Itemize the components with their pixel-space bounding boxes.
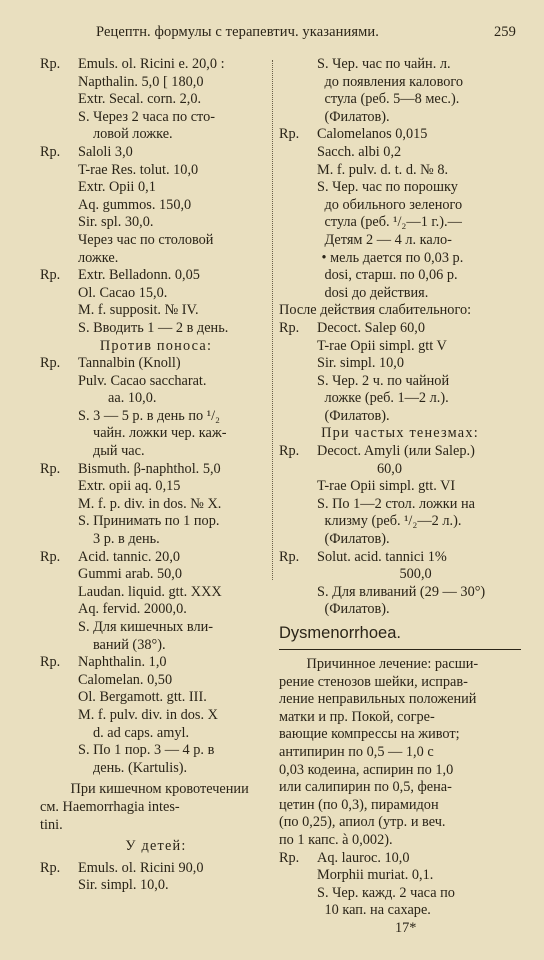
text-line — [40, 742, 272, 760]
text-line — [40, 817, 272, 835]
text-line — [40, 126, 272, 144]
text-line — [40, 74, 272, 92]
text-line — [40, 478, 272, 496]
line-text: Ol. Bergamott. gtt. III. — [78, 689, 207, 706]
text-line — [279, 338, 521, 356]
text-line — [40, 320, 272, 338]
line-text: Morphii muriat. 0,1. — [317, 867, 434, 884]
text-line — [279, 902, 521, 920]
section-heading — [279, 625, 521, 650]
line-text: 3 р. в день. — [93, 531, 160, 548]
subheading-text: Против поноса: — [99, 337, 213, 354]
line-text: S. Чер. кажд. 2 часа по — [317, 884, 455, 901]
text-line — [279, 779, 521, 797]
text-line — [279, 285, 521, 303]
line-text: Naphthalin. 1,0 — [78, 654, 167, 671]
line-text: S. Через 2 часа по сто- — [78, 108, 216, 125]
line-text: dosi до действия. — [324, 284, 429, 301]
text-line — [279, 373, 521, 391]
text-line — [279, 674, 521, 692]
text-line — [40, 584, 272, 602]
recipe-label: Rp. — [40, 267, 61, 284]
line-text: S. Чер. час по чайн. л. — [317, 56, 451, 72]
text-line — [279, 566, 521, 584]
line-text: чайн. ложки чер. каж- — [93, 425, 227, 442]
line-text: Tannalbin (Knoll) — [78, 355, 181, 372]
line-text: Sir. spl. 30,0. — [78, 214, 154, 231]
text-line — [279, 496, 521, 514]
text-line — [40, 144, 272, 162]
text-line — [40, 689, 272, 707]
text-line — [40, 355, 272, 373]
line-text: S. По 1 пор. 3 — 4 р. в — [78, 742, 215, 759]
text-line — [279, 691, 521, 709]
line-text: цетин (по 0,3), пирамидон — [279, 796, 439, 813]
text-line — [40, 443, 272, 461]
line-text: Через час по столовой — [78, 231, 214, 248]
line-text: Причинное лечение: расши- — [306, 656, 479, 672]
section-subheading — [40, 338, 272, 356]
text-line — [40, 725, 272, 743]
line-text: T-rae Opii simpl. gtt V — [317, 337, 447, 354]
text-line — [40, 197, 272, 215]
line-text: Extr. Belladonn. 0,05 — [78, 267, 200, 284]
line-text: 17* — [395, 919, 417, 936]
line-text: Emuls. ol. Ricini e. 20,0 : — [78, 56, 225, 72]
line-text: M. f. pulv. d. t. d. № 8. — [317, 161, 449, 178]
line-text: Extr. Secal. corn. 2,0. — [78, 91, 202, 108]
text-line — [279, 232, 521, 250]
line-text: 10 кап. на сахаре. — [324, 902, 431, 919]
line-text: tini. — [40, 816, 63, 833]
line-text: T-rae Res. tolut. 10,0 — [78, 161, 199, 178]
line-text: Aq. lauroc. 10,0 — [317, 849, 410, 866]
text-line — [40, 799, 272, 817]
recipe-label: Rp. — [279, 126, 300, 143]
text-line — [279, 601, 521, 619]
text-line — [40, 285, 272, 303]
line-text: S. По 1—2 стол. ложки на — [317, 495, 475, 512]
text-line — [40, 781, 272, 799]
text-line — [279, 461, 521, 479]
line-text: матки и пр. Покой, согре- — [279, 708, 435, 725]
text-line — [279, 744, 521, 762]
text-line — [279, 74, 521, 92]
text-line — [40, 56, 272, 74]
line-text: ловой ложке. — [93, 126, 173, 143]
line-text: M. f. pulv. div. in dos. X — [78, 706, 218, 723]
line-text: Saloli 3,0 — [78, 143, 133, 160]
page-number: 259 — [493, 24, 516, 40]
text-line — [279, 513, 521, 531]
line-text: Decoct. Salep 60,0 — [317, 319, 425, 336]
text-line — [279, 885, 521, 903]
line-text: Bismuth. β-naphthol. 5,0 — [78, 460, 221, 477]
text-line — [279, 302, 521, 320]
line-text: S. Чер. 2 ч. по чайной — [317, 372, 450, 389]
recipe-label: Rp. — [40, 355, 61, 372]
line-text: (по 0,25), апиол (утр. и веч. — [279, 814, 446, 831]
line-text: день. (Kartulis). — [93, 759, 188, 776]
line-text: • мель дается по 0,03 р. — [321, 249, 464, 266]
text-line — [40, 267, 272, 285]
line-text: Solut. acid. tannici 1% — [317, 548, 447, 565]
line-text: см. Haemorrhagia intes- — [40, 798, 180, 815]
text-line — [40, 496, 272, 514]
line-text: ление неправильных положений — [279, 691, 477, 708]
text-line — [279, 656, 521, 674]
text-line — [40, 672, 272, 690]
column-divider — [272, 60, 274, 580]
line-text: клизму (реб. ¹/₂—2 л.). — [324, 513, 462, 530]
line-text: Ol. Cacao 15,0. — [78, 284, 168, 301]
line-text: dosi, старш. по 0,06 р. — [324, 267, 458, 284]
section-subheading — [279, 425, 521, 443]
text-line — [40, 877, 272, 895]
line-text: 0,03 кодеина, аспирин по 1,0 — [279, 761, 454, 778]
line-text: 60,0 — [377, 460, 403, 477]
line-text: Napthalin. 5,0 [ 180,0 — [78, 73, 204, 90]
text-line — [40, 162, 272, 180]
line-text: Laudan. liquid. gtt. XXX — [78, 583, 222, 600]
line-text: Emuls. ol. Ricini 90,0 — [78, 859, 204, 876]
line-text: 500,0 — [399, 566, 432, 583]
text-line — [279, 867, 521, 885]
text-line — [40, 461, 272, 479]
text-line — [40, 302, 272, 320]
text-line — [279, 109, 521, 127]
text-line — [279, 814, 521, 832]
header-title: Рецептн. формулы с терапевтич. указаниями. — [96, 24, 379, 40]
text-line — [40, 214, 272, 232]
line-text: антипирин по 0,5 — 1,0 с — [279, 743, 434, 760]
line-text: ваний (38°). — [93, 636, 166, 653]
line-text: Extr. opii aq. 0,15 — [78, 478, 181, 495]
text-line — [40, 654, 272, 672]
text-line — [40, 531, 272, 549]
line-text: (Филатов). — [324, 407, 390, 424]
text-line — [279, 126, 521, 144]
line-text: или салипирин по 0,5, фена- — [279, 779, 452, 796]
text-line — [40, 250, 272, 268]
text-line — [279, 709, 521, 727]
line-text: После действия слабительного: — [279, 302, 472, 319]
line-text: Gummi arab. 50,0 — [78, 566, 183, 583]
text-line — [40, 549, 272, 567]
text-line — [279, 443, 521, 461]
left-column — [40, 56, 272, 895]
text-line — [279, 408, 521, 426]
line-text: (Филатов). — [324, 531, 390, 548]
line-text: (Филатов). — [324, 108, 390, 125]
text-line — [279, 197, 521, 215]
line-text: по 1 капс. à 0,002). — [279, 831, 393, 848]
text-line — [279, 797, 521, 815]
text-line — [279, 179, 521, 197]
text-line — [279, 162, 521, 180]
line-text: (Филатов). — [324, 601, 390, 618]
recipe-label: Rp. — [40, 143, 61, 160]
recipe-label: Rp. — [279, 443, 300, 460]
text-line — [40, 390, 272, 408]
text-line — [40, 232, 272, 250]
text-line — [279, 832, 521, 850]
line-text: Calomelan. 0,50 — [78, 671, 173, 688]
text-line — [40, 566, 272, 584]
text-line — [40, 760, 272, 778]
recipe-label: Rp. — [40, 56, 61, 72]
line-text: Sir. simpl. 10,0. — [78, 877, 169, 894]
line-text: Calomelanos 0,015 — [317, 126, 428, 143]
line-text: S. Для вливаний (29 — 30°) — [317, 583, 486, 600]
line-text: ложке. — [78, 249, 119, 266]
text-line — [279, 355, 521, 373]
text-line — [40, 109, 272, 127]
section-heading-text: Dysmenorrhoea. — [279, 624, 401, 642]
line-text: Aq. gummos. 150,0 — [78, 196, 192, 213]
line-text: M. f. p. div. in dos. № X. — [78, 495, 222, 512]
text-line — [40, 425, 272, 443]
line-text: S. 3 — 5 р. в день по ¹/₂ — [78, 407, 221, 424]
line-text: Sir. simpl. 10,0 — [317, 355, 404, 372]
text-line — [279, 214, 521, 232]
recipe-label: Rp. — [40, 859, 61, 876]
text-line — [40, 91, 272, 109]
recipe-label: Rp. — [279, 548, 300, 565]
text-line — [279, 56, 521, 74]
line-text: ложке (реб. 1—2 л.). — [324, 390, 449, 407]
line-text: Decoct. Amyli (или Salep.) — [317, 443, 475, 460]
line-text: aa. 10,0. — [108, 390, 157, 407]
text-line — [40, 408, 272, 426]
line-text: M. f. supposit. № IV. — [78, 302, 199, 319]
text-line — [279, 91, 521, 109]
text-line — [279, 584, 521, 602]
text-line — [279, 531, 521, 549]
text-line — [40, 513, 272, 531]
recipe-label: Rp. — [279, 849, 300, 866]
line-text: При кишечном кровотечении — [70, 781, 249, 798]
text-line — [279, 850, 521, 868]
text-line — [279, 726, 521, 744]
text-line — [279, 267, 521, 285]
text-line — [279, 549, 521, 567]
line-text: S. Принимать по 1 пор. — [78, 513, 220, 530]
line-text: Pulv. Cacao saccharat. — [78, 372, 207, 389]
line-text: S. Вводить 1 — 2 в день. — [78, 319, 229, 336]
text-line — [279, 920, 521, 938]
text-line — [279, 320, 521, 338]
line-text: Aq. fervid. 2000,0. — [78, 601, 187, 618]
text-line — [40, 860, 272, 878]
line-text: вающие компрессы на живот; — [279, 726, 460, 743]
recipe-label: Rp. — [40, 460, 61, 477]
text-line — [40, 601, 272, 619]
recipe-label: Rp. — [40, 654, 61, 671]
text-line — [279, 478, 521, 496]
text-line — [279, 762, 521, 780]
line-text: рение стенозов шейки, исправ- — [279, 673, 468, 690]
line-text: дый час. — [93, 443, 145, 460]
recipe-label: Rp. — [279, 319, 300, 336]
running-header — [96, 24, 526, 41]
line-text: стула (реб. 5—8 мес.). — [324, 91, 460, 108]
line-text: до обильного зеленого — [324, 196, 463, 213]
text-line — [279, 250, 521, 268]
line-text: S. Чер. час по порошку — [317, 179, 458, 196]
subheading-text: У детей: — [125, 838, 187, 855]
text-line — [40, 707, 272, 725]
text-line — [279, 390, 521, 408]
line-text: Extr. Opii 0,1 — [78, 179, 156, 196]
line-text: Детям 2 — 4 л. кало- — [324, 231, 452, 248]
text-line — [40, 619, 272, 637]
text-line — [40, 373, 272, 391]
line-text: T-rae Opii simpl. gtt. VI — [317, 478, 456, 495]
line-text: Acid. tannic. 20,0 — [78, 548, 181, 565]
text-line — [279, 144, 521, 162]
text-line — [40, 637, 272, 655]
text-line — [40, 179, 272, 197]
right-column — [279, 56, 521, 938]
subheading-text: При частых тенезмах: — [321, 425, 479, 442]
line-text: до появления калового — [324, 73, 464, 90]
line-text: стула (реб. ¹/₂—1 г.).— — [324, 214, 462, 231]
line-text: Sacch. albi 0,2 — [317, 143, 402, 160]
recipe-label: Rp. — [40, 548, 61, 565]
line-text: S. Для кишечных вли- — [78, 619, 214, 635]
line-text: d. ad caps. amyl. — [93, 724, 190, 741]
section-subheading — [40, 838, 272, 856]
